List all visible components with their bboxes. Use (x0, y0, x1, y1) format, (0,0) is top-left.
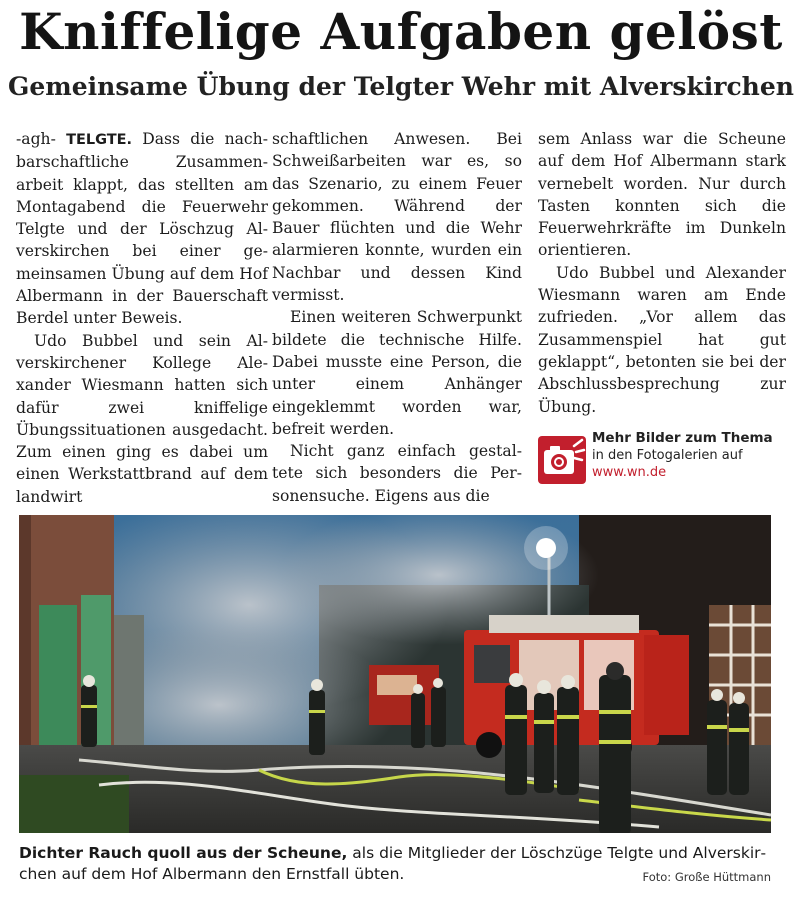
subheadline: Gemeinsame Übung der Telgter Wehr mit Alverskirchen (8, 72, 794, 101)
paragraph: sem Anlass war die Scheune auf dem Hof Albermann stark vernebelt worden. Nur durch Tasten konnten sich die Feuerwehrkräfte im Dunkeln orientieren. (538, 130, 786, 260)
article-column-2 (272, 128, 522, 507)
photo-credit: Foto: Große Hüttmann (642, 870, 771, 884)
byline: -agh- (16, 130, 56, 148)
paragraph (16, 128, 268, 330)
paragraph: Nicht ganz einfach gestaltete sich besonders die Personensuche. Eigens aus die (272, 442, 522, 505)
promo-text: in den Fotogalerien auf (592, 448, 743, 463)
dateline: TELGTE. (66, 132, 133, 148)
caption-text: als die Mitglieder der Löschzüge Telgte und Alverskirchen auf dem Hof Albermann den Ernstfall übten. (19, 844, 767, 883)
paragraph-text: Dass die nachbarschaftliche Zusammenarbeit klappt, das stellten am Montagabend die Feuerwehr Telgte und der Löschzug Alverskirchen bei einer gemeinsamen Übung auf dem Hof Albermann in der Bauerschaft Berdel unter Beweis. (16, 130, 268, 328)
promo-text-block (592, 430, 788, 481)
promo-title: Mehr Bilder zum Thema (592, 430, 773, 446)
photo-gallery-promo[interactable] (538, 430, 786, 490)
article-column-3 (538, 128, 786, 418)
promo-link[interactable]: www.wn.de (592, 465, 667, 480)
paragraph: Udo Bubbel und sein Alverskirchener Kollege Alexander Wiesmann hatten sich dafür zwei kniffelige Übungssituationen ausgedacht. Zum einen ging es dabei um einen Werkstattbrand auf dem landwirt (16, 331, 268, 506)
article-photo (19, 515, 771, 833)
headline: Kniffelige Aufgaben gelöst (19, 2, 783, 61)
paragraph: Einen weiteren Schwerpunkt bildete die technische Hilfe. Dabei musste eine Person, die unter einem Anhänger eingeklemmt worden war, befreit werden. (272, 308, 522, 438)
camera-icon (538, 436, 586, 484)
paragraph: Udo Bubbel und Alexander Wiesmann waren am Ende zufrieden. „Vor allem das Zusammenspiel hat gut geklappt“, betonten sie bei der Abschlussbesprechung zur Übung. (538, 263, 786, 416)
article-column-1 (16, 128, 268, 508)
paragraph: schaftlichen Anwesen. Bei Schweißarbeiten war es, so das Szenario, zu einem Feuer gekommen. Während der Bauer flüchten und die Wehr alarmieren konnte, wurden ein Nachbar und dessen Kind vermisst. (272, 130, 522, 305)
fire-drill-photo (19, 515, 771, 833)
caption-lead: Dichter Rauch quoll aus der Scheune, (19, 844, 348, 862)
